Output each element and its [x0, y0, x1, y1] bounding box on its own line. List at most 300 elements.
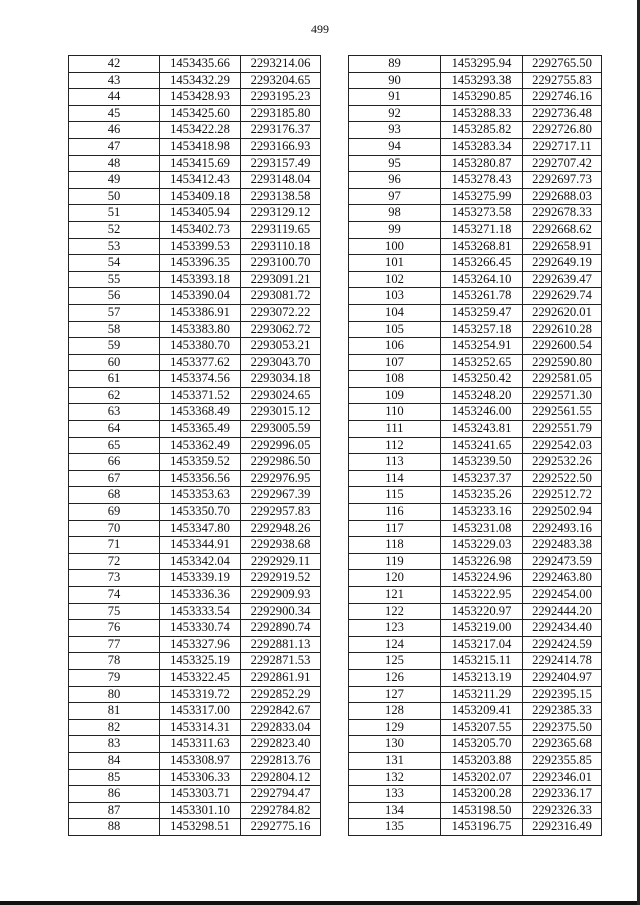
point-number-cell: 120 [349, 570, 441, 587]
table-row [69, 338, 321, 355]
y-coordinate-cell: 2292375.50 [523, 719, 602, 736]
point-number-cell: 74 [69, 587, 160, 604]
point-number-cell: 111 [349, 421, 441, 438]
x-coordinate-cell: 1453333.54 [160, 603, 241, 620]
x-coordinate-cell: 1453317.00 [160, 703, 241, 720]
y-coordinate-cell: 2292590.80 [523, 354, 602, 371]
point-number-cell: 53 [69, 238, 160, 255]
x-coordinate-cell: 1453264.10 [441, 271, 523, 288]
y-coordinate-cell: 2292395.15 [523, 686, 602, 703]
x-coordinate-cell: 1453435.66 [160, 56, 241, 73]
table-row [349, 570, 602, 587]
x-coordinate-cell: 1453405.94 [160, 205, 241, 222]
table-row [349, 271, 602, 288]
x-coordinate-cell: 1453235.26 [441, 487, 523, 504]
table-row [69, 487, 321, 504]
point-number-cell: 87 [69, 802, 160, 819]
point-number-cell: 96 [349, 172, 441, 189]
point-number-cell: 127 [349, 686, 441, 703]
point-number-cell: 103 [349, 288, 441, 305]
y-coordinate-cell: 2292542.03 [523, 437, 602, 454]
table-row [69, 72, 321, 89]
x-coordinate-cell: 1453293.38 [441, 72, 523, 89]
table-row [349, 719, 602, 736]
x-coordinate-cell: 1453205.70 [441, 736, 523, 753]
point-number-cell: 93 [349, 122, 441, 139]
point-number-cell: 78 [69, 653, 160, 670]
point-number-cell: 128 [349, 703, 441, 720]
x-coordinate-cell: 1453200.28 [441, 786, 523, 803]
point-number-cell: 89 [349, 56, 441, 73]
point-number-cell: 63 [69, 404, 160, 421]
point-number-cell: 47 [69, 138, 160, 155]
y-coordinate-cell: 2293072.22 [241, 304, 321, 321]
point-number-cell: 134 [349, 802, 441, 819]
point-number-cell: 97 [349, 188, 441, 205]
coordinates-table-left [68, 55, 321, 836]
point-number-cell: 132 [349, 769, 441, 786]
y-coordinate-cell: 2292823.40 [241, 736, 321, 753]
point-number-cell: 100 [349, 238, 441, 255]
table-row [69, 736, 321, 753]
point-number-cell: 52 [69, 221, 160, 238]
x-coordinate-cell: 1453243.81 [441, 421, 523, 438]
x-coordinate-cell: 1453386.91 [160, 304, 241, 321]
table-row [69, 553, 321, 570]
point-number-cell: 69 [69, 504, 160, 521]
y-coordinate-cell: 2292755.83 [523, 72, 602, 89]
table-row [349, 769, 602, 786]
y-coordinate-cell: 2292938.68 [241, 537, 321, 554]
x-coordinate-cell: 1453325.19 [160, 653, 241, 670]
y-coordinate-cell: 2292736.48 [523, 105, 602, 122]
point-number-cell: 131 [349, 752, 441, 769]
x-coordinate-cell: 1453347.80 [160, 520, 241, 537]
x-coordinate-cell: 1453311.63 [160, 736, 241, 753]
point-number-cell: 60 [69, 354, 160, 371]
x-coordinate-cell: 1453314.31 [160, 719, 241, 736]
y-coordinate-cell: 2293176.37 [241, 122, 321, 139]
x-coordinate-cell: 1453224.96 [441, 570, 523, 587]
table-row [349, 304, 602, 321]
table-row [349, 371, 602, 388]
table-row [69, 786, 321, 803]
x-coordinate-cell: 1453239.50 [441, 454, 523, 471]
x-coordinate-cell: 1453298.51 [160, 819, 241, 836]
y-coordinate-cell: 2293034.18 [241, 371, 321, 388]
table-row [349, 404, 602, 421]
y-coordinate-cell: 2292707.42 [523, 155, 602, 172]
table-row [349, 288, 602, 305]
y-coordinate-cell: 2292881.13 [241, 636, 321, 653]
table-row [69, 221, 321, 238]
table-row [69, 205, 321, 222]
table-row [69, 504, 321, 521]
y-coordinate-cell: 2292957.83 [241, 504, 321, 521]
y-coordinate-cell: 2293100.70 [241, 255, 321, 272]
y-coordinate-cell: 2292346.01 [523, 769, 602, 786]
table-row [349, 504, 602, 521]
point-number-cell: 82 [69, 719, 160, 736]
point-number-cell: 46 [69, 122, 160, 139]
point-number-cell: 115 [349, 487, 441, 504]
table-row [349, 321, 602, 338]
table-row [69, 387, 321, 404]
point-number-cell: 77 [69, 636, 160, 653]
table-row [69, 802, 321, 819]
y-coordinate-cell: 2293062.72 [241, 321, 321, 338]
y-coordinate-cell: 2293005.59 [241, 421, 321, 438]
point-number-cell: 50 [69, 188, 160, 205]
x-coordinate-cell: 1453359.52 [160, 454, 241, 471]
point-number-cell: 59 [69, 338, 160, 355]
x-coordinate-cell: 1453428.93 [160, 89, 241, 106]
x-coordinate-cell: 1453362.49 [160, 437, 241, 454]
point-number-cell: 62 [69, 387, 160, 404]
point-number-cell: 130 [349, 736, 441, 753]
y-coordinate-cell: 2293185.80 [241, 105, 321, 122]
point-number-cell: 133 [349, 786, 441, 803]
table-row [69, 304, 321, 321]
table-row [349, 636, 602, 653]
point-number-cell: 98 [349, 205, 441, 222]
table-row [69, 570, 321, 587]
table-row [69, 122, 321, 139]
x-coordinate-cell: 1453322.45 [160, 669, 241, 686]
point-number-cell: 68 [69, 487, 160, 504]
x-coordinate-cell: 1453339.19 [160, 570, 241, 587]
table-row [69, 255, 321, 272]
y-coordinate-cell: 2293148.04 [241, 172, 321, 189]
point-number-cell: 58 [69, 321, 160, 338]
x-coordinate-cell: 1453285.82 [441, 122, 523, 139]
y-coordinate-cell: 2293138.58 [241, 188, 321, 205]
y-coordinate-cell: 2292551.79 [523, 421, 602, 438]
x-coordinate-cell: 1453229.03 [441, 537, 523, 554]
table-row [69, 454, 321, 471]
point-number-cell: 49 [69, 172, 160, 189]
x-coordinate-cell: 1453219.00 [441, 620, 523, 637]
y-coordinate-cell: 2293157.49 [241, 155, 321, 172]
table-row [69, 371, 321, 388]
table-row [349, 802, 602, 819]
bottom-rule [0, 901, 640, 905]
x-coordinate-cell: 1453418.98 [160, 138, 241, 155]
x-coordinate-cell: 1453222.95 [441, 587, 523, 604]
point-number-cell: 116 [349, 504, 441, 521]
table-row [349, 354, 602, 371]
y-coordinate-cell: 2292794.47 [241, 786, 321, 803]
point-number-cell: 80 [69, 686, 160, 703]
table-row [69, 56, 321, 73]
y-coordinate-cell: 2292996.05 [241, 437, 321, 454]
table-row [69, 587, 321, 604]
x-coordinate-cell: 1453273.58 [441, 205, 523, 222]
y-coordinate-cell: 2292600.54 [523, 338, 602, 355]
table-row [349, 819, 602, 836]
x-coordinate-cell: 1453422.28 [160, 122, 241, 139]
x-coordinate-cell: 1453415.69 [160, 155, 241, 172]
x-coordinate-cell: 1453280.87 [441, 155, 523, 172]
table-row [349, 752, 602, 769]
x-coordinate-cell: 1453327.96 [160, 636, 241, 653]
point-number-cell: 88 [69, 819, 160, 836]
y-coordinate-cell: 2292454.00 [523, 587, 602, 604]
table-row [349, 188, 602, 205]
y-coordinate-cell: 2292639.47 [523, 271, 602, 288]
y-coordinate-cell: 2292658.91 [523, 238, 602, 255]
table-row [349, 470, 602, 487]
x-coordinate-cell: 1453377.62 [160, 354, 241, 371]
table-row [349, 105, 602, 122]
y-coordinate-cell: 2292813.76 [241, 752, 321, 769]
table-row [349, 703, 602, 720]
table-row [349, 653, 602, 670]
x-coordinate-cell: 1453306.33 [160, 769, 241, 786]
x-coordinate-cell: 1453390.04 [160, 288, 241, 305]
point-number-cell: 90 [349, 72, 441, 89]
x-coordinate-cell: 1453290.85 [441, 89, 523, 106]
point-number-cell: 66 [69, 454, 160, 471]
point-number-cell: 48 [69, 155, 160, 172]
point-number-cell: 125 [349, 653, 441, 670]
x-coordinate-cell: 1453283.34 [441, 138, 523, 155]
x-coordinate-cell: 1453271.18 [441, 221, 523, 238]
x-coordinate-cell: 1453371.52 [160, 387, 241, 404]
table-row [69, 520, 321, 537]
point-number-cell: 71 [69, 537, 160, 554]
point-number-cell: 83 [69, 736, 160, 753]
point-number-cell: 75 [69, 603, 160, 620]
x-coordinate-cell: 1453198.50 [441, 802, 523, 819]
table-row [349, 537, 602, 554]
x-coordinate-cell: 1453412.43 [160, 172, 241, 189]
x-coordinate-cell: 1453220.97 [441, 603, 523, 620]
point-number-cell: 104 [349, 304, 441, 321]
y-coordinate-cell: 2292424.59 [523, 636, 602, 653]
y-coordinate-cell: 2292668.62 [523, 221, 602, 238]
table-row [69, 105, 321, 122]
y-coordinate-cell: 2292336.17 [523, 786, 602, 803]
point-number-cell: 45 [69, 105, 160, 122]
table-row [69, 819, 321, 836]
y-coordinate-cell: 2293214.06 [241, 56, 321, 73]
x-coordinate-cell: 1453409.18 [160, 188, 241, 205]
table-row [349, 603, 602, 620]
x-coordinate-cell: 1453295.94 [441, 56, 523, 73]
table-row [69, 404, 321, 421]
table-row [349, 520, 602, 537]
y-coordinate-cell: 2292365.68 [523, 736, 602, 753]
point-number-cell: 114 [349, 470, 441, 487]
y-coordinate-cell: 2293053.21 [241, 338, 321, 355]
y-coordinate-cell: 2292463.80 [523, 570, 602, 587]
x-coordinate-cell: 1453402.73 [160, 221, 241, 238]
point-number-cell: 99 [349, 221, 441, 238]
x-coordinate-cell: 1453250.42 [441, 371, 523, 388]
x-coordinate-cell: 1453203.88 [441, 752, 523, 769]
x-coordinate-cell: 1453231.08 [441, 520, 523, 537]
x-coordinate-cell: 1453342.04 [160, 553, 241, 570]
table-row [69, 620, 321, 637]
x-coordinate-cell: 1453217.04 [441, 636, 523, 653]
x-coordinate-cell: 1453215.11 [441, 653, 523, 670]
point-number-cell: 110 [349, 404, 441, 421]
y-coordinate-cell: 2292697.73 [523, 172, 602, 189]
point-number-cell: 123 [349, 620, 441, 637]
y-coordinate-cell: 2292561.55 [523, 404, 602, 421]
y-coordinate-cell: 2292629.74 [523, 288, 602, 305]
x-coordinate-cell: 1453353.63 [160, 487, 241, 504]
point-number-cell: 109 [349, 387, 441, 404]
y-coordinate-cell: 2292842.67 [241, 703, 321, 720]
table-row [349, 387, 602, 404]
table-row [69, 437, 321, 454]
y-coordinate-cell: 2292512.72 [523, 487, 602, 504]
x-coordinate-cell: 1453393.18 [160, 271, 241, 288]
y-coordinate-cell: 2292316.49 [523, 819, 602, 836]
point-number-cell: 42 [69, 56, 160, 73]
x-coordinate-cell: 1453432.29 [160, 72, 241, 89]
y-coordinate-cell: 2292804.12 [241, 769, 321, 786]
x-coordinate-cell: 1453425.60 [160, 105, 241, 122]
y-coordinate-cell: 2292581.05 [523, 371, 602, 388]
x-coordinate-cell: 1453365.49 [160, 421, 241, 438]
table-row [69, 155, 321, 172]
table-row [349, 786, 602, 803]
point-number-cell: 107 [349, 354, 441, 371]
x-coordinate-cell: 1453368.49 [160, 404, 241, 421]
y-coordinate-cell: 2292852.29 [241, 686, 321, 703]
x-coordinate-cell: 1453261.78 [441, 288, 523, 305]
point-number-cell: 64 [69, 421, 160, 438]
table-row [69, 271, 321, 288]
x-coordinate-cell: 1453254.91 [441, 338, 523, 355]
y-coordinate-cell: 2292948.26 [241, 520, 321, 537]
table-row [69, 603, 321, 620]
table-row [349, 255, 602, 272]
x-coordinate-cell: 1453207.55 [441, 719, 523, 736]
table-row [69, 669, 321, 686]
point-number-cell: 122 [349, 603, 441, 620]
y-coordinate-cell: 2292775.16 [241, 819, 321, 836]
point-number-cell: 72 [69, 553, 160, 570]
table-row [349, 736, 602, 753]
x-coordinate-cell: 1453396.35 [160, 255, 241, 272]
y-coordinate-cell: 2292717.11 [523, 138, 602, 155]
y-coordinate-cell: 2292414.78 [523, 653, 602, 670]
x-coordinate-cell: 1453252.65 [441, 354, 523, 371]
point-number-cell: 108 [349, 371, 441, 388]
y-coordinate-cell: 2293166.93 [241, 138, 321, 155]
table-row [69, 752, 321, 769]
x-coordinate-cell: 1453301.10 [160, 802, 241, 819]
point-number-cell: 113 [349, 454, 441, 471]
point-number-cell: 81 [69, 703, 160, 720]
table-row [69, 421, 321, 438]
table-row [349, 238, 602, 255]
point-number-cell: 44 [69, 89, 160, 106]
table-row [349, 72, 602, 89]
y-coordinate-cell: 2293110.18 [241, 238, 321, 255]
x-coordinate-cell: 1453278.43 [441, 172, 523, 189]
y-coordinate-cell: 2292726.80 [523, 122, 602, 139]
point-number-cell: 121 [349, 587, 441, 604]
y-coordinate-cell: 2292765.50 [523, 56, 602, 73]
table-row [349, 437, 602, 454]
x-coordinate-cell: 1453246.00 [441, 404, 523, 421]
point-number-cell: 135 [349, 819, 441, 836]
x-coordinate-cell: 1453350.70 [160, 504, 241, 521]
point-number-cell: 43 [69, 72, 160, 89]
table-row [69, 769, 321, 786]
y-coordinate-cell: 2292688.03 [523, 188, 602, 205]
y-coordinate-cell: 2293024.65 [241, 387, 321, 404]
y-coordinate-cell: 2292871.53 [241, 653, 321, 670]
point-number-cell: 76 [69, 620, 160, 637]
point-number-cell: 86 [69, 786, 160, 803]
x-coordinate-cell: 1453344.91 [160, 537, 241, 554]
point-number-cell: 79 [69, 669, 160, 686]
point-number-cell: 65 [69, 437, 160, 454]
table-row [349, 421, 602, 438]
point-number-cell: 91 [349, 89, 441, 106]
page-number: 499 [311, 22, 329, 36]
y-coordinate-cell: 2292784.82 [241, 802, 321, 819]
y-coordinate-cell: 2292493.16 [523, 520, 602, 537]
point-number-cell: 84 [69, 752, 160, 769]
x-coordinate-cell: 1453211.29 [441, 686, 523, 703]
table-row [349, 56, 602, 73]
point-number-cell: 129 [349, 719, 441, 736]
x-coordinate-cell: 1453268.81 [441, 238, 523, 255]
y-coordinate-cell: 2292976.95 [241, 470, 321, 487]
y-coordinate-cell: 2293129.12 [241, 205, 321, 222]
x-coordinate-cell: 1453209.41 [441, 703, 523, 720]
table-row [349, 205, 602, 222]
table-row [69, 653, 321, 670]
point-number-cell: 55 [69, 271, 160, 288]
y-coordinate-cell: 2293091.21 [241, 271, 321, 288]
table-row [69, 354, 321, 371]
y-coordinate-cell: 2292571.30 [523, 387, 602, 404]
y-coordinate-cell: 2292746.16 [523, 89, 602, 106]
x-coordinate-cell: 1453213.19 [441, 669, 523, 686]
x-coordinate-cell: 1453237.37 [441, 470, 523, 487]
y-coordinate-cell: 2293119.65 [241, 221, 321, 238]
point-number-cell: 94 [349, 138, 441, 155]
table-row [349, 338, 602, 355]
table-row [69, 537, 321, 554]
y-coordinate-cell: 2292610.28 [523, 321, 602, 338]
y-coordinate-cell: 2292522.50 [523, 470, 602, 487]
table-row [349, 155, 602, 172]
y-coordinate-cell: 2293195.23 [241, 89, 321, 106]
x-coordinate-cell: 1453336.36 [160, 587, 241, 604]
x-coordinate-cell: 1453319.72 [160, 686, 241, 703]
point-number-cell: 54 [69, 255, 160, 272]
y-coordinate-cell: 2293204.65 [241, 72, 321, 89]
point-number-cell: 119 [349, 553, 441, 570]
y-coordinate-cell: 2292326.33 [523, 802, 602, 819]
y-coordinate-cell: 2292986.50 [241, 454, 321, 471]
y-coordinate-cell: 2292919.52 [241, 570, 321, 587]
table-row [349, 587, 602, 604]
table-row [349, 122, 602, 139]
y-coordinate-cell: 2292483.38 [523, 537, 602, 554]
x-coordinate-cell: 1453275.99 [441, 188, 523, 205]
point-number-cell: 73 [69, 570, 160, 587]
